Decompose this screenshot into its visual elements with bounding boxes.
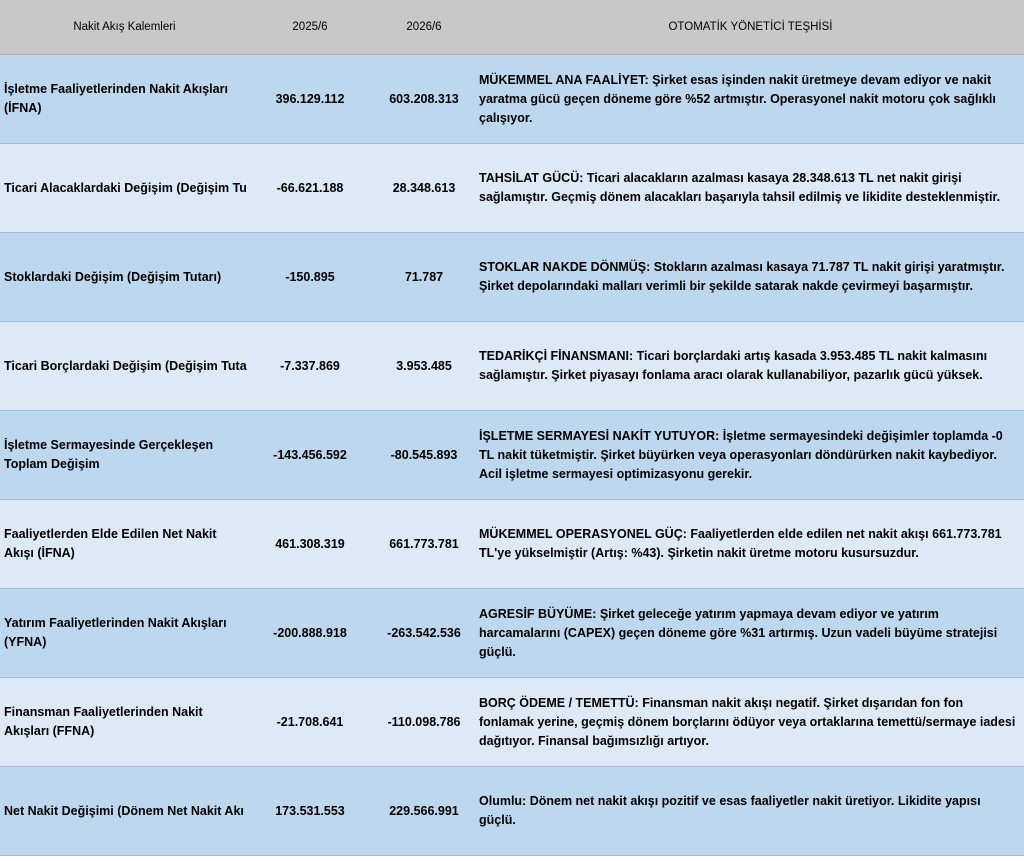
table-row (0, 233, 1024, 322)
table-row (0, 55, 1024, 144)
row-value-2026: 229.566.991 (371, 767, 477, 856)
row-diagnosis: AGRESİF BÜYÜME: Şirket geleceğe yatırım yapmaya devam ediyor ve yatırım harcamalarını (CAPEX) geçen döneme göre %31 artırmış. Uzun vadeli büyüme stratejisi güçlü. (477, 589, 1024, 678)
header-2026: 2026/6 (371, 0, 477, 55)
row-value-2026: -110.098.786 (371, 678, 477, 767)
row-item: Ticari Borçlardaki Değişim (Değişim Tuta (0, 322, 249, 411)
row-value-2026: 3.953.485 (371, 322, 477, 411)
row-item: Finansman Faaliyetlerinden Nakit Akışları (FFNA) (0, 678, 249, 767)
row-diagnosis: TEDARİKÇİ FİNANSMANI: Ticari borçlardaki artış kasada 3.953.485 TL nakit kalmasını sağlamıştır. Şirket piyasayı fonlama aracı olarak kullanabiliyor, pazarlık gücü yüksek. (477, 322, 1024, 411)
row-item: İşletme Faaliyetlerinden Nakit Akışları (İFNA) (0, 55, 249, 144)
row-value-2025: -143.456.592 (249, 411, 371, 500)
table-row (0, 767, 1024, 856)
table-row (0, 589, 1024, 678)
header-diagnosis: OTOMATİK YÖNETİCİ TEŞHİSİ (477, 0, 1024, 55)
row-diagnosis: İŞLETME SERMAYESİ NAKİT YUTUYOR: İşletme sermayesindeki değişimler toplamda -0 TL nakit tüketmiştir. Şirket büyürken veya operasyonları döndürürken nakit kaybediyor. Acil işletme sermayesi optimizasyonu gerekir. (477, 411, 1024, 500)
table-row (0, 500, 1024, 589)
row-value-2026: -263.542.536 (371, 589, 477, 678)
header-row (0, 0, 1024, 55)
row-value-2026: 661.773.781 (371, 500, 477, 589)
row-diagnosis: TAHSİLAT GÜCÜ: Ticari alacakların azalması kasaya 28.348.613 TL net nakit girişi sağlamıştır. Geçmiş dönem alacakları başarıyla tahsil edilmiş ve likidite desteklenmiştir. (477, 144, 1024, 233)
row-value-2026: 28.348.613 (371, 144, 477, 233)
row-diagnosis: MÜKEMMEL ANA FAALİYET: Şirket esas işinden nakit üretmeye devam ediyor ve nakit yaratma gücü geçen döneme göre %52 artmıştır. Operasyonel nakit motoru çok sağlıklı çalışıyor. (477, 55, 1024, 144)
table-row (0, 322, 1024, 411)
row-value-2026: 71.787 (371, 233, 477, 322)
header-item: Nakit Akış Kalemleri (0, 0, 249, 55)
row-diagnosis: MÜKEMMEL OPERASYONEL GÜÇ: Faaliyetlerden elde edilen net nakit akışı 661.773.781 TL'ye yükselmiştir (Artış: %43). Şirketin nakit üretme motoru kusursuzdur. (477, 500, 1024, 589)
row-value-2025: -7.337.869 (249, 322, 371, 411)
row-item: Ticari Alacaklardaki Değişim (Değişim Tu (0, 144, 249, 233)
table-row (0, 144, 1024, 233)
row-item: Net Nakit Değişimi (Dönem Net Nakit Akı (0, 767, 249, 856)
row-value-2025: 396.129.112 (249, 55, 371, 144)
row-value-2025: -200.888.918 (249, 589, 371, 678)
row-value-2026: 603.208.313 (371, 55, 477, 144)
row-item: İşletme Sermayesinde Gerçekleşen Toplam Değişim (0, 411, 249, 500)
row-diagnosis: Olumlu: Dönem net nakit akışı pozitif ve esas faaliyetler nakit üretiyor. Likidite yapısı güçlü. (477, 767, 1024, 856)
row-item: Stoklardaki Değişim (Değişim Tutarı) (0, 233, 249, 322)
row-value-2025: -150.895 (249, 233, 371, 322)
row-value-2025: 173.531.553 (249, 767, 371, 856)
row-diagnosis: STOKLAR NAKDE DÖNMÜŞ: Stokların azalması kasaya 71.787 TL nakit girişi yaratmıştır. Şirket depolarındaki malları verimli bir şekilde satarak nakde çevirmeyi başarmıştır. (477, 233, 1024, 322)
table-row (0, 678, 1024, 767)
header-2025: 2025/6 (249, 0, 371, 55)
row-value-2025: 461.308.319 (249, 500, 371, 589)
table-row (0, 411, 1024, 500)
row-diagnosis: BORÇ ÖDEME / TEMETTÜ: Finansman nakit akışı negatif. Şirket dışarıdan fon fon fonlamak yerine, geçmiş dönem borçlarını ödüyor veya ortaklarına temettü/sermaye iadesi dağıtıyor. Finansal bağımsızlığı artıyor. (477, 678, 1024, 767)
row-item: Faaliyetlerden Elde Edilen Net Nakit Akışı (İFNA) (0, 500, 249, 589)
row-item: Yatırım Faaliyetlerinden Nakit Akışları (YFNA) (0, 589, 249, 678)
row-value-2026: -80.545.893 (371, 411, 477, 500)
row-value-2025: -66.621.188 (249, 144, 371, 233)
row-value-2025: -21.708.641 (249, 678, 371, 767)
